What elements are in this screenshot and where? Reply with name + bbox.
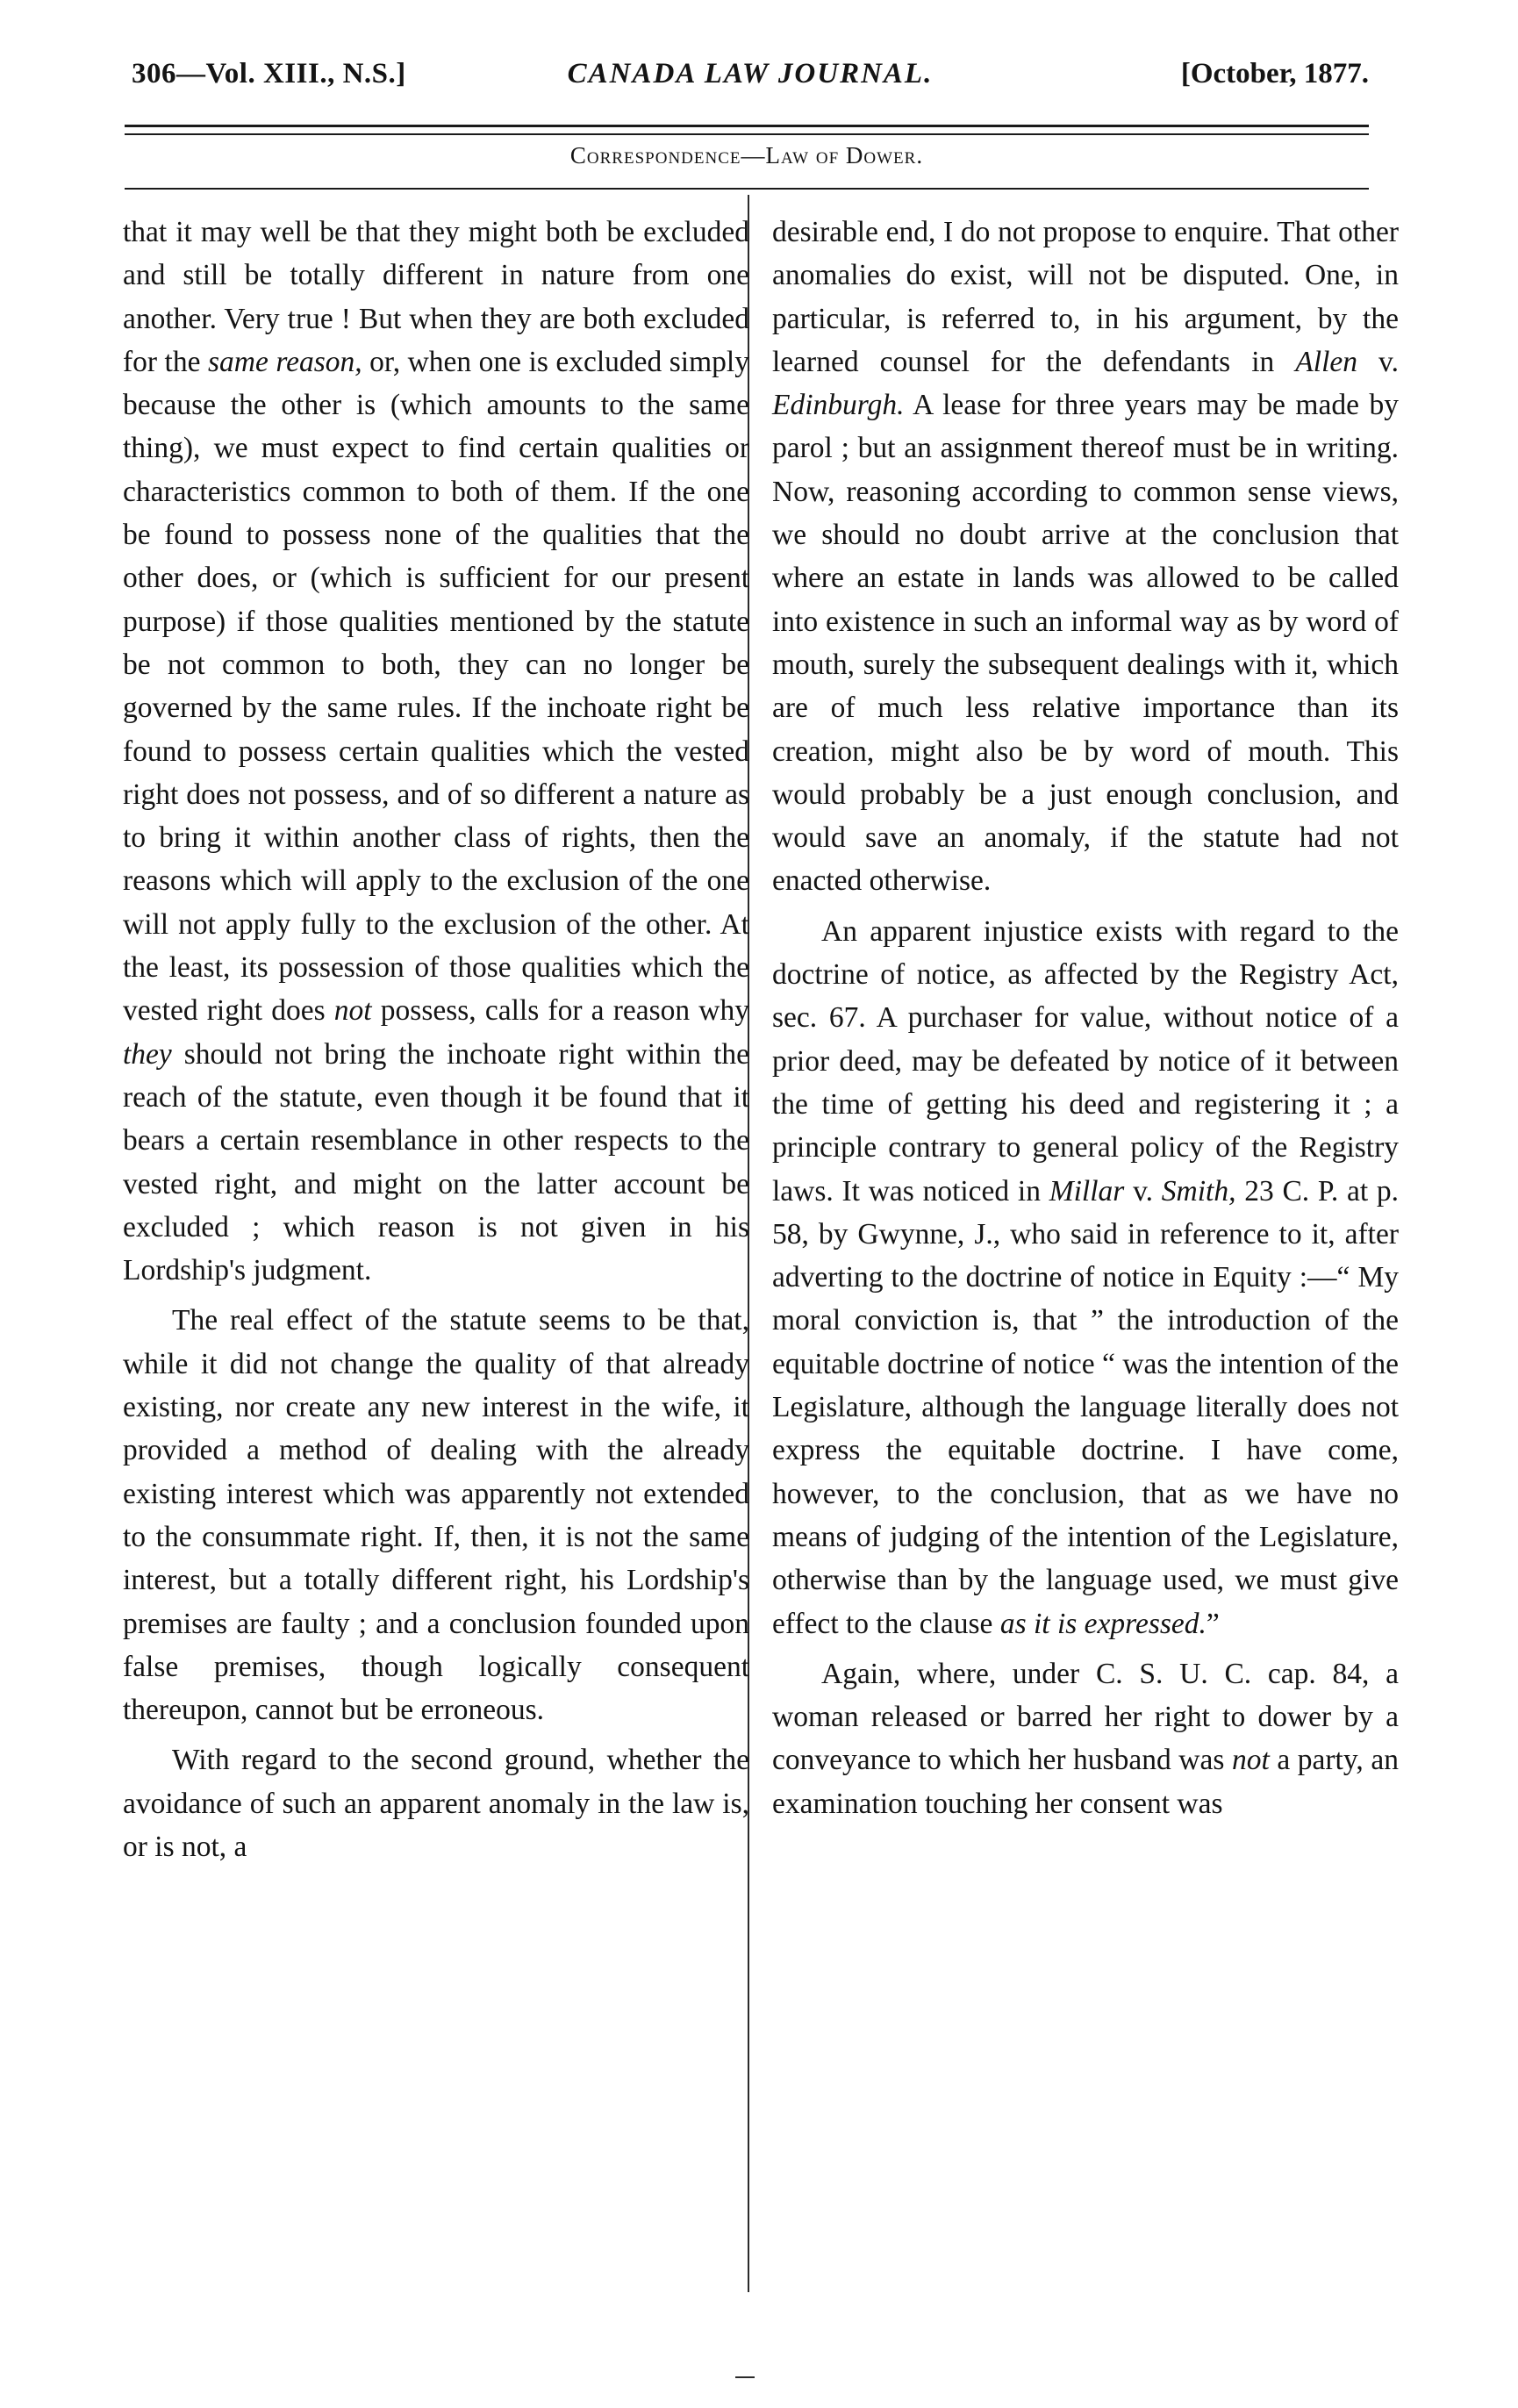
text-run: should not bring the inchoate right within the reach of the statute, even though it be found that it bears a certain resemblance in other respects to the vested right, and might on the latter account be excluded ; which reason is not given in his Lordship's judgment.	[123, 1037, 749, 1287]
text-run: Again, where, under C. S. U. C. cap. 84, a woman released or barred her right to dower by a conveyance to which her husband was	[772, 1657, 1399, 1777]
running-header	[132, 58, 1369, 111]
text-run: ”	[1206, 1607, 1220, 1640]
text-run: v.	[1124, 1174, 1162, 1208]
italic-run: not	[333, 994, 372, 1028]
text-run: 23 C. P. at p. 58, by Gwynne, J., who said in reference to it, after adverting to the doctrine of notice in Equity :—“ My moral conviction is, that ” the introduction of the equitable doctrine of notice “ was the intention of the Legislature, although the language literally does not express the equitable doctrine. I have come, however, to the conclusion, that as we have no means of judging of the intention of the Legislature, otherwise than by the language used, we must give effect to the clause	[772, 1174, 1399, 1640]
text-run: or, when one is excluded simply because the other is (which amounts to the same thing), we must expect to find certain qualities or characteristics common to both of them. If the one be found to possess none of the qualities that the other does, or (which is sufficient for our present purpose) if those qualities mentioned by the statute be not common to both, they can no longer be governed by the same rules. If the inchoate right be found to possess certain qualities which the vested right does not possess, and of so different a nature as to bring it within another class of rights, then the reasons which will apply to the exclusion of the one will not apply fully to the exclusion of the other. At the least, its possession of those qualities which the vested right does	[123, 345, 749, 1028]
section-rule	[125, 188, 1369, 190]
header-rule-top	[125, 125, 1369, 127]
right-paragraph-2	[772, 910, 1399, 1645]
italic-run: they	[123, 1037, 172, 1071]
header-rule-double	[125, 133, 1369, 135]
left-paragraph-2: The real effect of the statute seems to be that, while it did not change the quality of that already existing, nor create any new interest in the wife, it provided a method of dealing with the already existing interest which was apparently not extended to the consummate right. If, then, it is not the same interest, but a totally different right, his Lordship's premises are faulty ; and a conclusion founded upon false premises, though logically consequent thereupon, cannot but be erroneous.	[123, 1304, 749, 1727]
header-date: [October, 1877.	[1180, 58, 1369, 90]
italic-run: Edinburgh.	[772, 389, 905, 422]
text-run: that it may well be that they might both be excluded and still be totally different in nature from one another. Very true ! But when they are both excluded for the	[123, 216, 749, 378]
left-paragraph-3: With regard to the second ground, whether the avoidance of such an apparent anomaly in the law is, or is not, a	[123, 1744, 749, 1863]
header-journal-title: CANADA LAW JOURNAL.	[567, 58, 934, 90]
page-bottom-mark	[735, 2376, 755, 2378]
text-run: A lease for three years may be made by parol ; but an assignment thereof must be in writing. Now, reasoning according to common sense views, we should no doubt arrive at the conclusion that where an estate in lands was allowed to be called into existence in such an informal way as by word of mouth, surely the subsequent dealings with it, which are of much less relative importance than its creation, might also be by word of mouth. This would probably be a just enough conclusion, and would save an anomaly, if the statute had not enacted otherwise.	[772, 389, 1399, 898]
italic-run: Millar	[1049, 1174, 1125, 1208]
header-volume: 306—Vol. XIII., N.S.]	[132, 58, 406, 90]
right-paragraph-1	[772, 211, 1399, 903]
italic-run: same reason,	[207, 345, 362, 378]
text-run: v.	[1357, 345, 1399, 378]
text-run: a party, an examination touching her consent was	[772, 1744, 1399, 1820]
left-column	[123, 211, 749, 1868]
section-title: Correspondence—Law of Dower.	[569, 142, 924, 168]
left-paragraph-1	[123, 211, 749, 1292]
italic-run: as it is expressed.	[999, 1607, 1207, 1640]
right-column	[772, 211, 1399, 1825]
italic-run: not	[1231, 1744, 1270, 1777]
text-run: An apparent injustice exists with regard to the doctrine of notice, as affected by the Registry Act, sec. 67. A purchaser for value, without notice of a prior deed, may be defeated by notice of it between the time of getting his deed and registering it ; a principle contrary to general policy of the Registry laws. It was noticed in	[772, 914, 1399, 1208]
text-run: possess, calls for a reason why	[371, 994, 749, 1028]
text-run: desirable end, I do not propose to enquire. That other anomalies do exist, will not be disputed. One, in particular, is referred to, in his argument, by the learned counsel for the defendants in	[772, 216, 1399, 378]
right-paragraph-3	[772, 1652, 1399, 1825]
italic-run: Smith,	[1161, 1174, 1236, 1208]
italic-run: Allen	[1295, 345, 1357, 378]
